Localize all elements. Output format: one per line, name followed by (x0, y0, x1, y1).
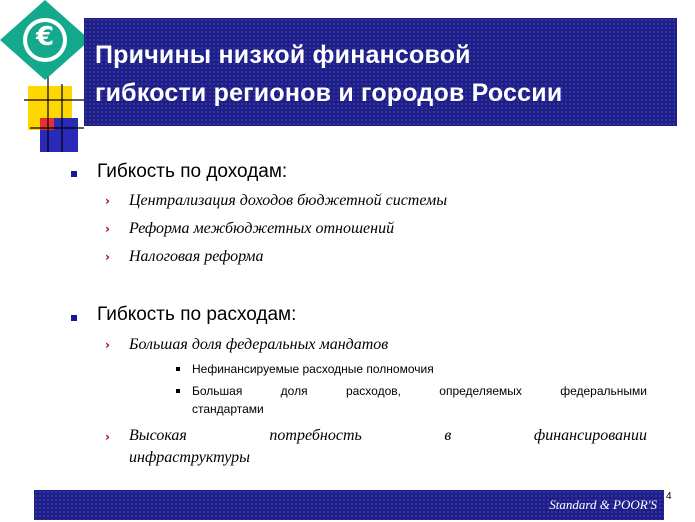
list-item: Большая доля федеральных мандатов (129, 336, 389, 353)
list-item: Налоговая реформа (129, 248, 264, 265)
euro-icon: € (35, 22, 55, 52)
footer-brand: Standard & POOR'S (549, 497, 657, 512)
bullet-square (71, 171, 77, 177)
chevron-icon: › (105, 430, 110, 444)
chevron-icon: › (105, 194, 110, 208)
chevron-icon: › (105, 222, 110, 236)
slide-title (95, 36, 665, 112)
list-item: Реформа межбюджетных отношений (129, 220, 395, 237)
sub-list-item: Нефинансируемые расходные полномочия (192, 362, 434, 376)
title-line-1: Причины низкой финансовой (95, 41, 471, 69)
list-item: Высокая потребность в финансировании (129, 427, 647, 444)
list-item: Централизация доходов бюджетной системы (129, 192, 448, 209)
section-heading-expenses: Гибкость по расходам: (97, 304, 297, 325)
bullet-small-square (176, 389, 180, 393)
title-line-2: гибкости регионов и городов России (95, 79, 563, 107)
bullet-small-square (176, 367, 180, 371)
list-item-continuation: инфраструктуры (129, 449, 250, 466)
sub-list-item: Большая доля расходов, определяемых федеральными (192, 384, 647, 398)
bullet-square (71, 315, 77, 321)
chevron-icon: › (105, 250, 110, 264)
page-number: 4 (666, 491, 672, 502)
sub-list-item-continuation: стандартами (192, 402, 264, 416)
section-heading-income: Гибкость по доходам: (97, 161, 288, 182)
chevron-icon: › (105, 338, 110, 352)
